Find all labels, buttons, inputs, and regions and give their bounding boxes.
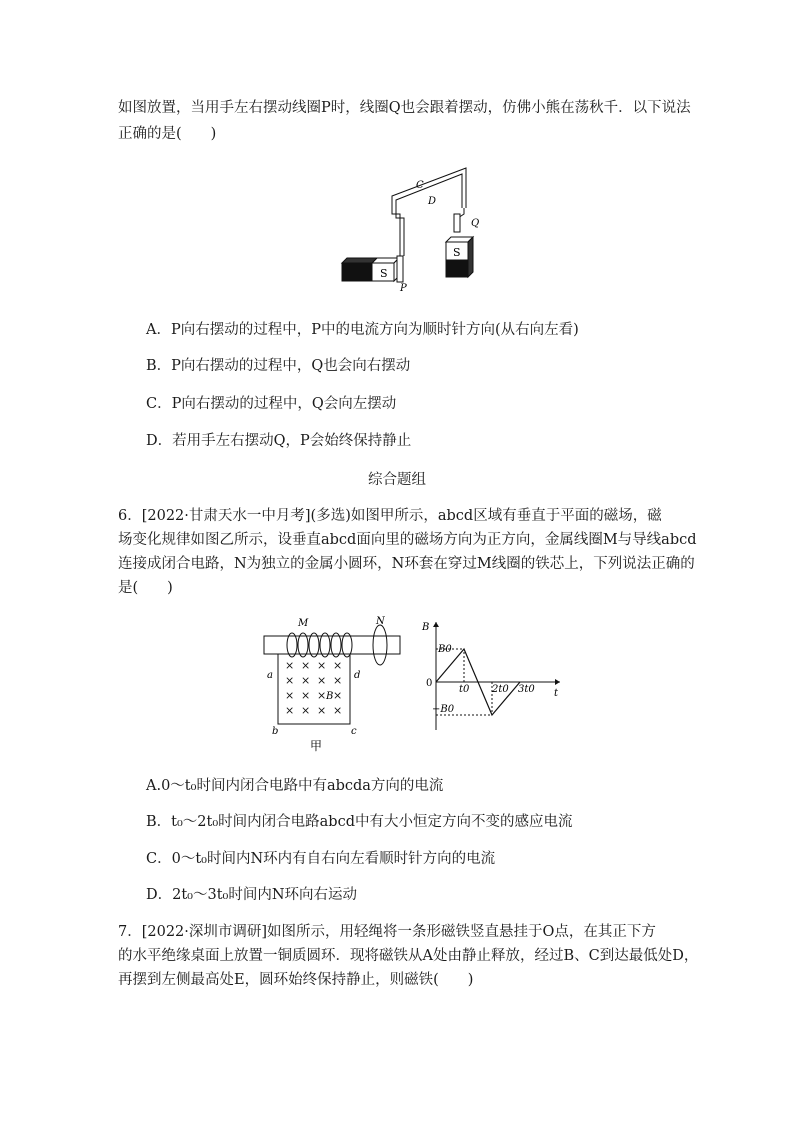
- label-C: C: [416, 180, 424, 191]
- svg-text:×: ×: [285, 659, 295, 672]
- tick-negB0: −B0: [432, 704, 455, 715]
- q6-option-a: A.0～t₀时间内闭合电路中有abcda方向的电流: [146, 778, 444, 794]
- svg-text:×: ×: [333, 689, 343, 702]
- tick-B0: B0: [438, 644, 452, 655]
- axis-y-label: B: [422, 622, 430, 633]
- q5-option-c: C．P向右摆动的过程中，Q会向左摆动: [146, 396, 397, 412]
- tick-t0: t0: [459, 684, 470, 695]
- q5-option-d: D．若用手左右摆动Q，P会始终保持静止: [146, 433, 412, 449]
- svg-text:×: ×: [285, 689, 295, 702]
- svg-text:×: ×: [317, 659, 327, 672]
- svg-text:×: ×: [333, 674, 343, 687]
- right-magnet-black: [446, 260, 468, 277]
- q6-stem-line-2: 场变化规律如图乙所示，设垂直abcd面向里的磁场方向为正方向，金属线圈M与导线abcd: [118, 532, 697, 548]
- q7-stem-line-3: 再摆到左侧最高处E，圆环始终保持静止，则磁铁( ): [118, 972, 474, 988]
- q6-option-d: D．2t₀～3t₀时间内N环向右运动: [146, 887, 358, 903]
- q5-figure-swing-coils: [330, 160, 510, 300]
- q6-option-c: C．0～t₀时间内N环内有自右向左看顺时针方向的电流: [146, 851, 496, 867]
- label-P: P: [400, 283, 407, 294]
- svg-text:×: ×: [301, 704, 311, 717]
- q7-stem-line-2: 的水平绝缘桌面上放置一铜质圆环．现将磁铁从A处由静止释放，经过B、C到达最低处D，: [118, 948, 699, 964]
- label-b: b: [272, 726, 279, 737]
- label-B: B: [326, 691, 334, 702]
- tick-3t0: 3t0: [518, 684, 535, 695]
- q5-option-b: B．P向右摆动的过程中，Q也会向右摆动: [146, 358, 411, 374]
- label-c: c: [351, 726, 357, 737]
- tick-2t0: 2t0: [492, 684, 509, 695]
- q5-stem-line-1: 如图放置，当用手左右摆动线圈P时，线圈Q也会跟着摆动，仿佛小熊在荡秋千．以下说法: [118, 100, 691, 116]
- q6-figure-yi-chart: [418, 612, 568, 762]
- svg-text:×: ×: [333, 704, 343, 717]
- label-d: d: [354, 670, 361, 681]
- svg-text:×: ×: [285, 704, 295, 717]
- label-M: M: [298, 618, 309, 629]
- coil-Q: [454, 214, 460, 232]
- magnetic-field-crosses: [285, 659, 342, 717]
- q7-stem-line-1: 7．[2022·深圳市调研]如图所示，用轻绳将一条形磁铁竖直悬挂于O点，在其正下方: [118, 924, 656, 940]
- axis-x-label: t: [554, 688, 559, 699]
- label-a: a: [267, 670, 273, 681]
- svg-text:×: ×: [317, 704, 327, 717]
- svg-text:×: ×: [301, 659, 311, 672]
- q6-figure-jia: [258, 612, 408, 762]
- label-N: N: [376, 616, 385, 627]
- svg-text:×: ×: [301, 674, 311, 687]
- caption-jia: 甲: [310, 739, 323, 753]
- q5-option-a: A．P向右摆动的过程中，P中的电流方向为顺时针方向(从右向左看): [146, 322, 579, 338]
- svg-text:×: ×: [285, 674, 295, 687]
- q6-stem-line-3: 连接成闭合电路，N为独立的金属小圆环，N环套在穿过M线圈的铁芯上，下列说法正确的: [118, 556, 695, 572]
- left-magnet-black: [342, 263, 372, 281]
- svg-text:×: ×: [301, 689, 311, 702]
- section-title: 综合题组: [368, 472, 426, 488]
- q6-stem-line-1: 6．[2022·甘肃天水一中月考](多选)如图甲所示，abcd区域有垂直于平面的磁场，磁: [118, 508, 662, 524]
- q6-option-b: B．t₀～2t₀时间内闭合电路abcd中有大小恒定方向不变的感应电流: [146, 814, 573, 830]
- right-magnet-s-label: S: [453, 246, 461, 259]
- label-Q: Q: [471, 218, 480, 229]
- origin-label: 0: [426, 678, 433, 689]
- q6-stem-line-4: 是( ): [118, 580, 173, 596]
- left-magnet-s-label: S: [380, 267, 388, 280]
- svg-text:×: ×: [317, 689, 327, 702]
- q5-stem-line-2: 正确的是( ): [118, 126, 217, 142]
- label-D: D: [428, 196, 437, 207]
- svg-text:×: ×: [333, 659, 343, 672]
- svg-text:×: ×: [317, 674, 327, 687]
- coil-P: [397, 256, 403, 282]
